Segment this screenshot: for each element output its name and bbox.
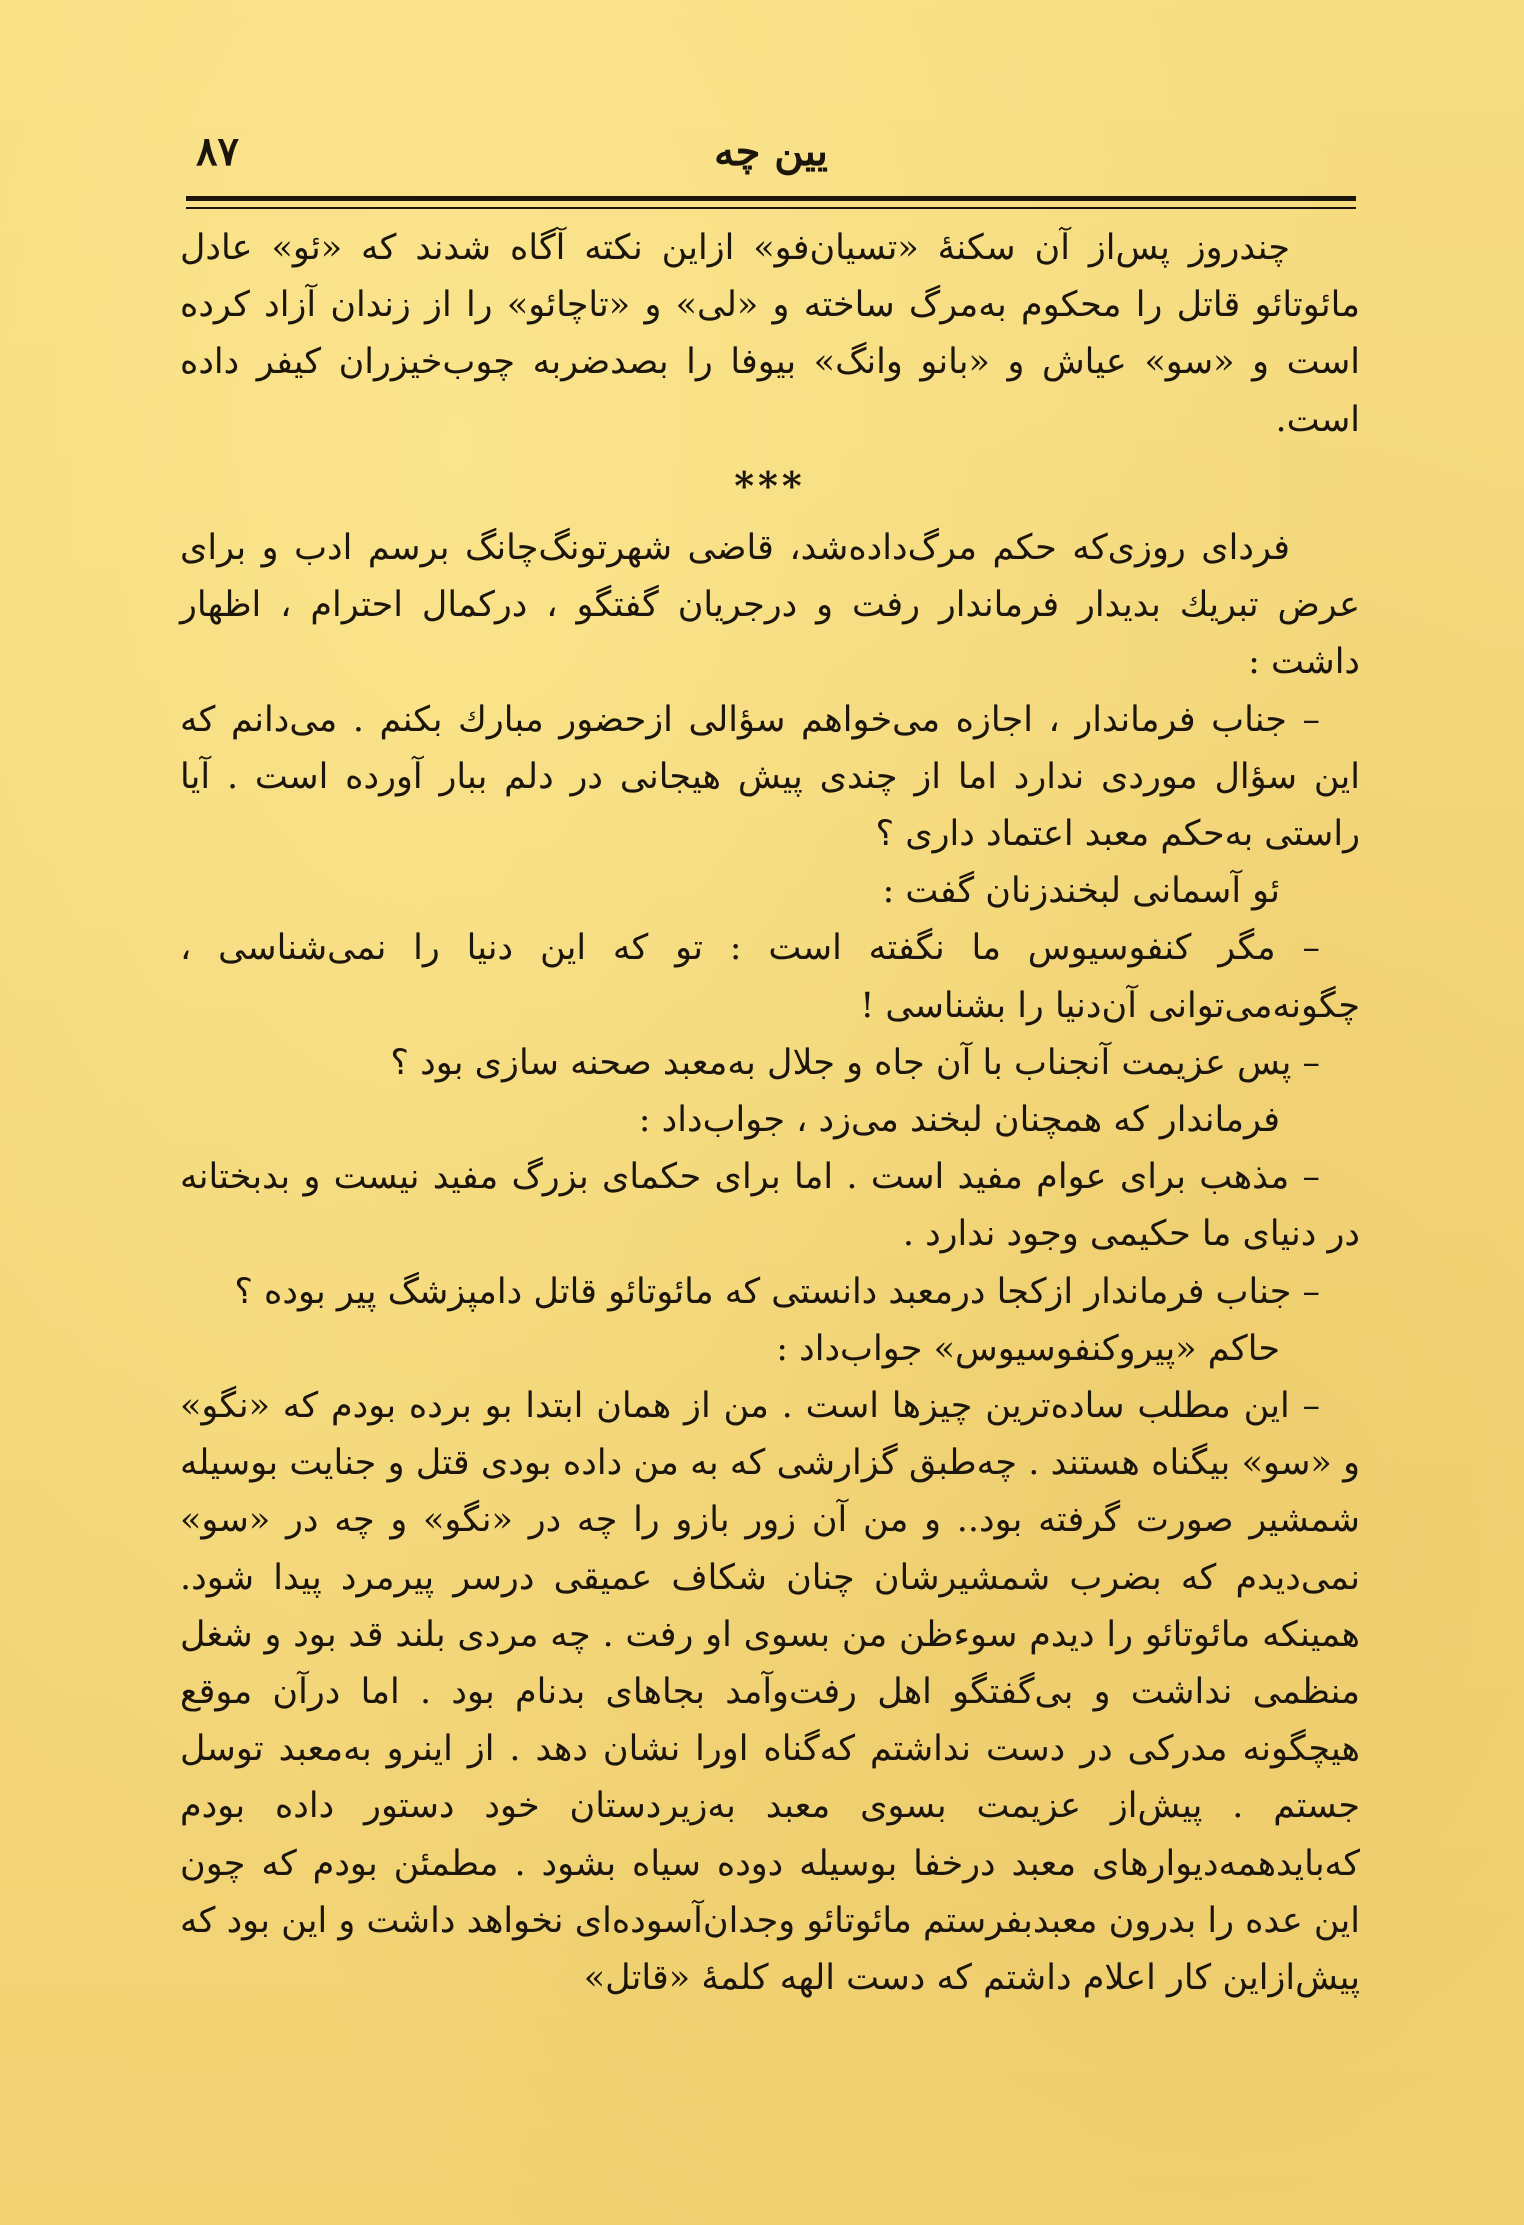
section-separator: *** (734, 462, 806, 508)
dialogue-paragraph: – مذهب برای عوام مفید است . اما برای حکمای بزرگ مفید نیست و بدبختانه در دنیای ما حکیمی وجود ندارد . (180, 1157, 1360, 1255)
page-number: ۸۷ (196, 128, 239, 175)
dialogue-paragraph: – پس عزیمت آنجناب با آن جاه و جلال به‌معبد صحنه سازی بود ؟ (390, 1042, 1320, 1083)
header-rule (186, 196, 1356, 201)
dialogue-paragraph: – مگر کنفوسیوس ما نگفته است : تو که این دنیا را نمی‌شناسی ، چگونه‌می‌توانی آن‌دنیا را بشناسی ! (180, 928, 1360, 1026)
header-rule-thin (186, 207, 1356, 209)
dialogue-paragraph: – جناب فرماندار ، اجازه می‌خواهم سؤالی ازحضور مبارك بکنم . می‌دانم که این سؤال موردی ندارد اما از چندی پیش هیجانی در دلم ببار آورده است . آیا راستی به‌حکم معبد اعتماد داری ؟ (180, 699, 1360, 855)
body-text (180, 220, 1360, 2007)
dialogue-paragraph: – این مطلب ساده‌ترین چیزها است . من از همان ابتدا بو برده بودم که «نگو» و «سو» بیگناه هستند . چه‌طبق گزارشی که به من داده بودی قتل و جنایت بوسیله شمشیر صورت گرفته بود.. و من آن زور بازو را چه در «نگو» و چه در «سو» نمی‌دیدم که بضرب شمشیرشان چنان شکاف عمیقی درسر پیرمرد پیدا شود. همینکه مائوتائو را دیدم سوءظن من بسوی او رفت . چه مردی بلند قد بود و شغل منظمی نداشت و بی‌گفتگو اهل رفت‌وآمد بجاهای بدنام بود . اما درآن موقع هیچگونه مدرکی در دست نداشتم که‌گناه اورا نشان دهد . از اینرو به‌معبد توسل جستم . پیش‌از عزیمت بسوی معبد به‌زیردستان خود دستور داده بودم که‌بایدهمه‌دیوارهای معبد درخفا بوسیله دوده سیاه بشود . مطمئن بودم که چون این عده را بدرون معبدبفرستم مائوتائو وجدان‌آسوده‌ای نخواهد داشت و این بود که پیش‌ازاین کار اعلام داشتم که دست الهه کلمهٔ «قاتل» (180, 1386, 1360, 1999)
speaker-line: حاکم «پیروکنفوسیوس» جواب‌داد : (776, 1328, 1280, 1369)
speaker-line: فرماندار که همچنان لبخند می‌زد ، جواب‌داد : (638, 1100, 1280, 1141)
dialogue-paragraph: – جناب فرماندار ازکجا درمعبد دانستی که مائوتائو قاتل دامپزشگ پیر بوده ؟ (234, 1271, 1320, 1312)
speaker-line: ئو آسمانی لبخندزنان گفت : (882, 871, 1280, 912)
page-header (186, 118, 1356, 198)
paragraph: فردای روزی‌که حکم مرگ‌داده‌شد، قاضی شهرتونگ‌چانگ برسم ادب و برای عرض تبریك بدیدار فرماندار رفت و درجریان گفتگو ، درکمال احترام ، اظهار داشت : (180, 528, 1360, 683)
paragraph: چندروز پس‌از آن سکنهٔ «تسیان‌فو» ازاین نکته آگاه شدند که «ئو» عادل مائوتائو قاتل را محکوم به‌مرگ ساخته و «لی» و «تاچائو» را از زندان آزاد کرده است و «سو» عیاش و «بانو وانگ» بیوفا را بصدضربه چوب‌خیزران کیفر داده است. (180, 228, 1360, 440)
running-title: یین چه (714, 128, 828, 175)
